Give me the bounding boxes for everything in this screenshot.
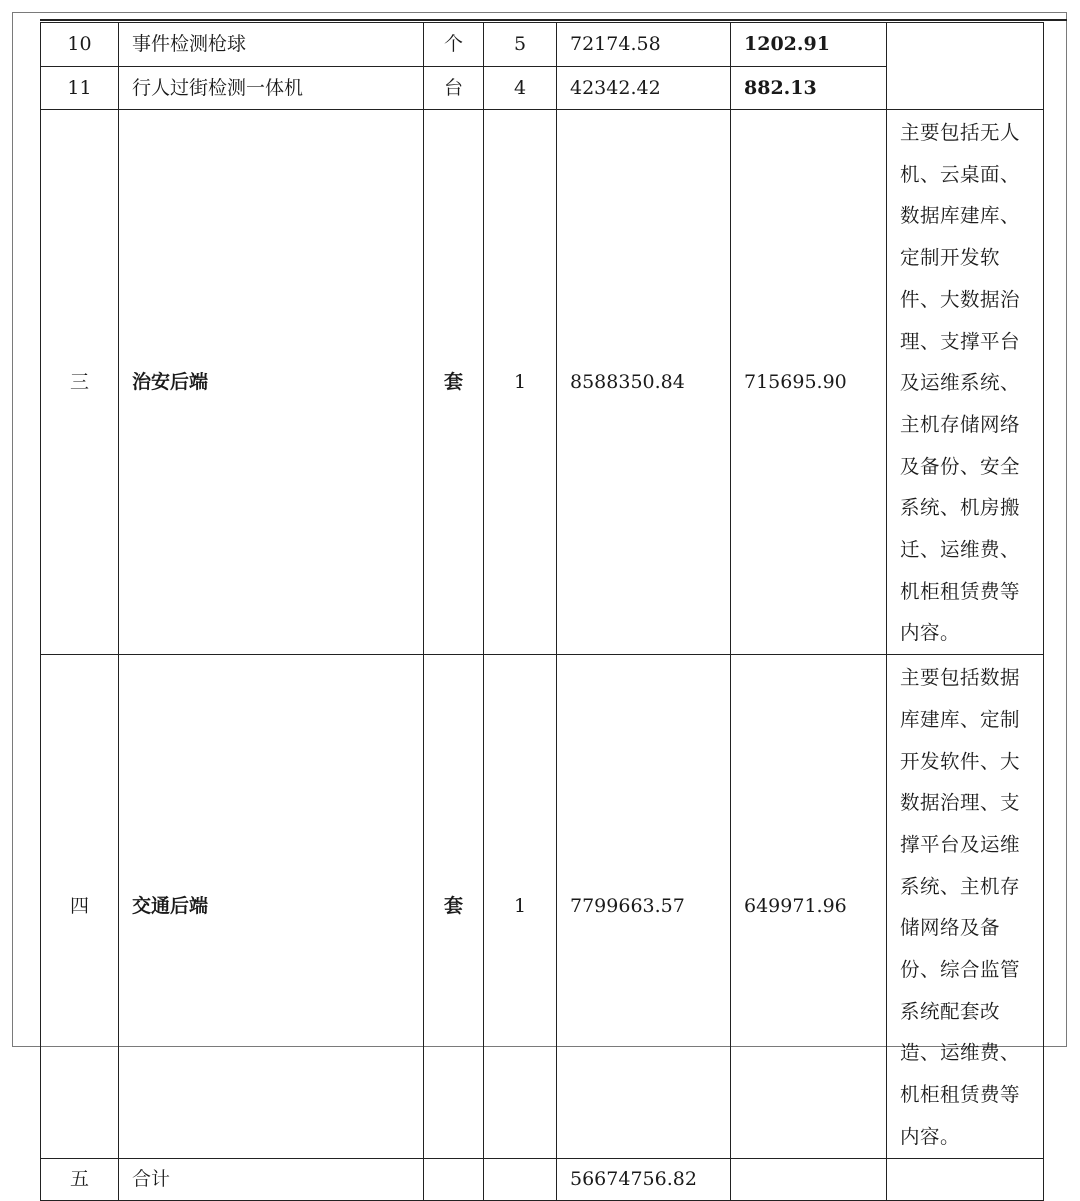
item-quantity: 1	[484, 655, 557, 1158]
budget-table	[40, 22, 1044, 1201]
row-number: 三	[41, 110, 119, 655]
item-name: 合计	[119, 1158, 424, 1200]
item-name: 行人过街检测一体机	[119, 67, 424, 110]
item-price: 8588350.84	[557, 110, 731, 655]
row-number: 10	[41, 23, 119, 67]
table-row	[41, 655, 1044, 1158]
table-top-rule	[40, 19, 1067, 21]
row-number: 11	[41, 67, 119, 110]
row-number: 五	[41, 1158, 119, 1200]
item-note: 主要包括无人机、云桌面、数据库建库、定制开发软件、大数据治理、支撑平台及运维系统、主机存储网络及备份、安全系统、机房搬迁、运维费、机柜租赁费等内容。	[900, 121, 1021, 645]
item-unit: 台	[424, 67, 484, 110]
table-row-total	[41, 1158, 1044, 1200]
total-price: 56674756.82	[557, 1158, 731, 1200]
item-unit	[424, 1158, 484, 1200]
item-quantity: 4	[484, 67, 557, 110]
item-quantity	[484, 1158, 557, 1200]
item-note	[887, 1158, 1044, 1200]
item-amount	[731, 1158, 887, 1200]
item-note-cell	[887, 110, 1044, 655]
item-price: 7799663.57	[557, 655, 731, 1158]
item-amount: 1202.91	[731, 23, 887, 67]
table-row	[41, 23, 1044, 67]
item-amount: 882.13	[731, 67, 887, 110]
item-unit: 套	[424, 655, 484, 1158]
table-row	[41, 110, 1044, 655]
item-note: 主要包括数据库建库、定制开发软件、大数据治理、支撑平台及运维系统、主机存储网络及备份、综合监管系统配套改造、运维费、机柜租赁费等内容。	[900, 666, 1021, 1148]
item-amount: 715695.90	[731, 110, 887, 655]
item-unit: 套	[424, 110, 484, 655]
row-number: 四	[41, 655, 119, 1158]
item-name: 治安后端	[119, 110, 424, 655]
item-note-cell	[887, 655, 1044, 1158]
item-note	[887, 23, 1044, 110]
item-price: 72174.58	[557, 23, 731, 67]
item-quantity: 5	[484, 23, 557, 67]
item-unit: 个	[424, 23, 484, 67]
item-name: 事件检测枪球	[119, 23, 424, 67]
item-price: 42342.42	[557, 67, 731, 110]
item-quantity: 1	[484, 110, 557, 655]
item-name: 交通后端	[119, 655, 424, 1158]
item-amount: 649971.96	[731, 655, 887, 1158]
